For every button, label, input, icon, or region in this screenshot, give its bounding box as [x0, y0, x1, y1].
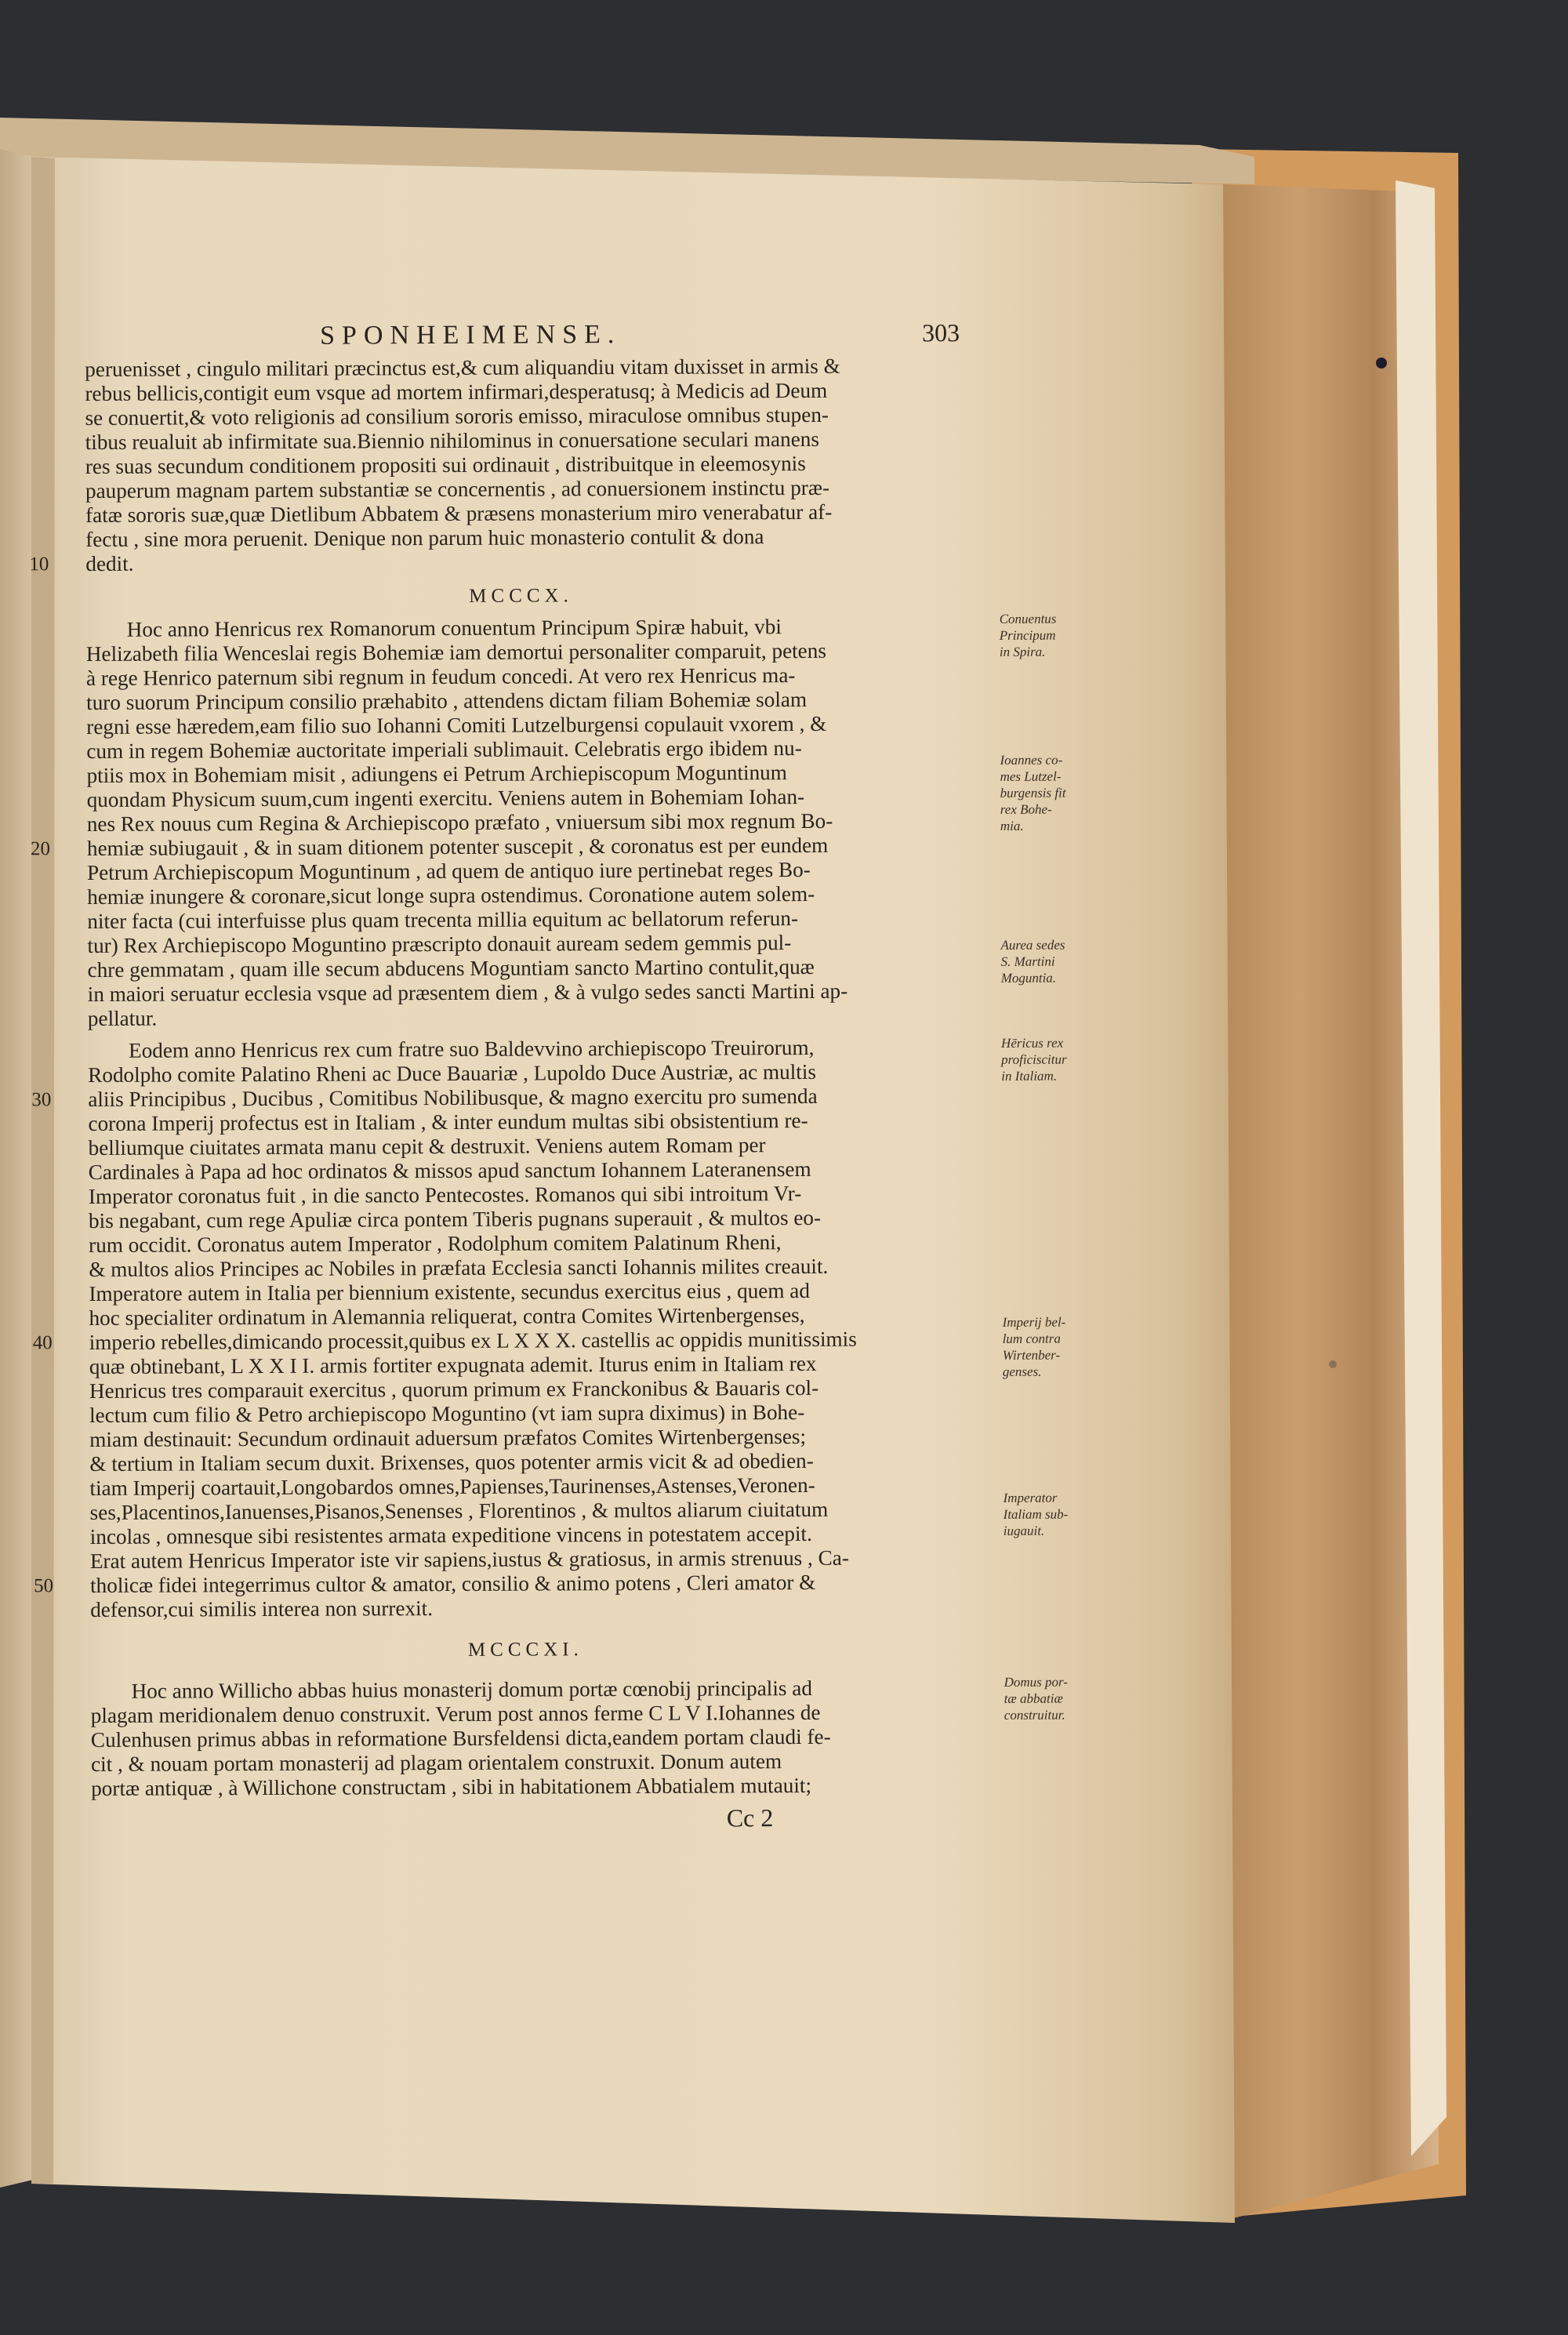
year-heading: MCCCXI.: [467, 1639, 583, 1661]
text-line: plagam meridionalem denuo construxit. Verum post annos ferme C L V I.Iohannes de: [90, 1700, 821, 1727]
text-line: tur) Rex Archiepiscopo Moguntino præscripto donauit auream sedem gemmis pul-: [87, 931, 792, 957]
marginal-note: Aurea sedes S. Martini Moguntia.: [1000, 937, 1065, 986]
marginal-note: Conuentus Principum in Spira.: [999, 611, 1057, 659]
line-number: 30: [31, 1089, 52, 1111]
text-line: fatæ sororis suæ,quæ Dietlibum Abbatem & præsens monasterium miro venerabatur af-: [85, 499, 833, 527]
year-heading: MCCCX.: [469, 585, 573, 607]
text-line: turo suorum Principum consilio præhabito , attendens dictam filiam Bohemiæ solam: [86, 687, 808, 714]
paragraph-henry-italy: [31, 1035, 1069, 1622]
gutter-shadow: [31, 157, 55, 2184]
running-title: SPONHEIMENSE.: [320, 320, 622, 350]
text-line: & multos alios Principes ac Nobiles in præfata Ecclesia sancti Iohannis milites creauit.: [89, 1254, 829, 1281]
folio-number: 303: [921, 318, 960, 347]
paragraph-1311: [90, 1674, 1068, 1801]
text-line: Rodolpho comite Palatino Rheni ac Duce Bauariæ , Lupoldo Duce Austriæ, ac multis: [88, 1059, 816, 1087]
marginal-note: Ioannes co- mes Lutzel- burgensis fit rex Bohe- mia.: [1000, 752, 1066, 833]
line-number: 20: [30, 838, 50, 860]
text-line: hoc specialiter ordinatum in Alemannia reliquerat, contra Comites Wirtenbergenses,: [89, 1303, 805, 1330]
text-line: hemiæ inungere & coronare,sicut longe supra ostendimus. Coronatione autem solem-: [87, 881, 815, 909]
text-line: Hoc anno Henricus rex Romanorum conuentum Principum Spiræ habuit, vbi: [126, 615, 782, 641]
text-line: Petrum Archiepiscopum Moguntinum , ad quem de antiquo iure pertinebat reges Bo-: [87, 857, 811, 884]
text-line: cum in regem Bohemiæ auctoritate imperiali sublimauit. Celebratis ergo ibidem nu-: [86, 736, 802, 763]
text-line: tiam Imperij coartauit,Longobardos omnes,Papienses,Taurinenses,Astenses,Veronen-: [89, 1473, 815, 1500]
text-line: pauperum magnam partem substantiæ se concernentis , ad conuersionem instinctu præ-: [85, 475, 830, 503]
text-line: Henricus tres comparauit exercitus , quorum primum ex Franckonibus & Bauaris col-: [89, 1375, 819, 1403]
text-line: miam destinauit: Secundum ordinauit aduersum præfatos Comites Wirtenbergenses;: [89, 1424, 807, 1451]
text-line: bis negabant, cum rege Apuliæ circa pontem Tiberis pugnans superauit , & multos eo-: [88, 1205, 822, 1233]
text-line: Cardinales à Papa ad hoc ordinatos & missos apud sanctum Iohannem Lateranensem: [88, 1157, 811, 1184]
text-line: Culenhusen primus abbas in reformatione Bursfeldensi dicta,eandem portam claudi fe-: [90, 1724, 831, 1752]
text-line: 40 imperio rebelles,dimicando processit,quibus ex L X X X. castellis ac oppidis munitissimis: [32, 1327, 857, 1354]
text-line: fectu , sine mora peruenit. Denique non parum huic monasterio contulit & dona: [85, 525, 764, 551]
signature-mark: Cc 2: [726, 1803, 774, 1832]
text-line: pellatur.: [87, 1006, 158, 1030]
marginal-note: Hēricus rex proficiscitur in Italiam.: [1000, 1035, 1067, 1084]
text-line: incolas , omnesque sibi resistentes armata expeditione vincens in potestatem accepit.: [89, 1521, 812, 1549]
text-line: Helizabeth filia Wenceslai regis Bohemiæ iam demortui personaliter comparuit, petens: [85, 638, 826, 666]
text-line: Eodem anno Henricus rex cum fratre suo Baldevvino archiepiscopo Treuirorum,: [128, 1035, 815, 1062]
text-line: defensor,cui similis interea non surrexit.: [90, 1596, 434, 1621]
text-line: ptiis mox in Bohemiam misit , adiungens ei Petrum Archiepiscopum Moguntinum: [86, 761, 787, 787]
text-line: res suas secundum conditionem propositi sui ordinauit , distribuitque in eleemosynis: [85, 451, 806, 478]
text-line: Imperatore autem in Italia per biennium existente, secundus exercitus eius , quem ad: [89, 1278, 810, 1305]
line-number: 40: [32, 1332, 53, 1354]
text-line: à rege Henrico paternum sibi regnum in feudum concedi. At vero rex Henricus ma-: [85, 663, 796, 690]
text-line: in maiori seruatur ecclesia vsque ad præsentem diem , & à vulgo sedes sancti Martini ap-: [87, 979, 848, 1006]
paragraph-1310: [30, 611, 1066, 1031]
text-line: rum occidit. Coronatus autem Imperator , Rodolphum comitem Palatinum Rheni,: [89, 1230, 782, 1257]
text-line: Imperator coronatus fuit , in die sancto Pentecostes. Romanos qui sibi introitum Vr-: [88, 1182, 802, 1208]
text-line: cit , & nouam portam monasterij ad plagam orientalem construxit. Donum autem: [90, 1749, 782, 1776]
text-line: rebus bellicis,contigit eum vsque ad mortem infirmari,desperatusq; à Medicis ad Deum: [85, 378, 828, 405]
line-number: 50: [33, 1575, 54, 1597]
text-line: 20 hemiæ subiugauit , & in suam ditionem potenter suscepit , & coronatus est per eundem: [30, 833, 829, 860]
marginal-note: Domus por- tæ abbatiæ construitur.: [1004, 1674, 1068, 1723]
left-page: [0, 149, 35, 2188]
text-line: lectum cum filio & Petro archiepiscopo Moguntino (vt iam supra diximus) in Bohe-: [89, 1400, 805, 1427]
text-line: belliumque ciuitates armata manu cepit & destruxit. Veniens autem Romam per: [88, 1133, 766, 1160]
text-line: quondam Physicum suum,cum ingenti exercitu. Veniens autem in Bohemiam Iohan-: [86, 785, 805, 812]
page-text-block: [29, 318, 1069, 1833]
text-line: peruenisset , cingulo militari præcinctus est,& cum aliquandiu vitam duxisset in armis &: [85, 354, 840, 381]
paragraph-continuation: [29, 354, 971, 576]
text-line: corona Imperij profectus est in Italiam , & inter eundum multas sibi obsistentium re-: [88, 1108, 808, 1135]
text-line: Erat autem Henricus Imperator iste vir sapiens,iustus & gratiosus, in armis strenuus , Ca-: [89, 1545, 849, 1573]
text-line: quæ obtinebant, L X X I I. armis fortiter expugnata ademit. Iturus enim in Italiam rex: [89, 1351, 817, 1378]
text-line: 30 aliis Principibus , Ducibus , Comitibus Nobilibusque, & magno exercitu pro sumenda: [31, 1084, 818, 1111]
text-line: regni esse hæredem,eam filio suo Iohanni Comiti Lutzelburgensi copulauit vxorem , &: [86, 711, 827, 739]
text-line: se conuertit,& voto religionis ad consilium sororis emisso, miraculose omnibus stupen-: [85, 402, 829, 430]
text-line: portæ antiquæ , à Willichone constructam , sibi in habitationem Abbatialem mutauit;: [91, 1773, 812, 1800]
text-line: 10 dedit.: [29, 551, 134, 576]
marginal-note: Imperator Italiam sub- iugauit.: [1003, 1490, 1069, 1538]
text-line: nes Rex nouus cum Regina & Archiepiscopo præfato , vniuersum sibi mox regnum Bo-: [86, 808, 833, 836]
line-number: 10: [29, 554, 49, 576]
text-line: tibus reualuit ab infirmitate sua.Biennio nihilominus in conuersatione seculari manens: [85, 427, 819, 454]
text-line: ses,Placentinos,Ianuenses,Pisanos,Senenses , Florentinos , & multos aliarum ciuitatum: [89, 1497, 829, 1524]
marginal-note: Imperij bel- lum contra Wirtenber- genses.: [1002, 1314, 1066, 1379]
running-head: [85, 318, 971, 358]
text-line: chre gemmatam , quam ille secum abducens Moguntiam sancto Martino contulit,quæ: [87, 954, 815, 982]
text-line: Hoc anno Willicho abbas huius monasterij domum portæ cœnobij principalis ad: [131, 1676, 812, 1703]
text-line: 50 tholicæ fidei integerrimus cultor & amator, consilio & animo potens , Cleri amator &: [33, 1570, 816, 1597]
text-line: & tertium in Italiam secum duxit. Brixenses, quos potenter armis vicit & ad obedien-: [89, 1448, 814, 1476]
text-line: niter facta (cui interfuisse plus quam trecenta millia equitum ac bellatorum referun-: [87, 906, 799, 933]
